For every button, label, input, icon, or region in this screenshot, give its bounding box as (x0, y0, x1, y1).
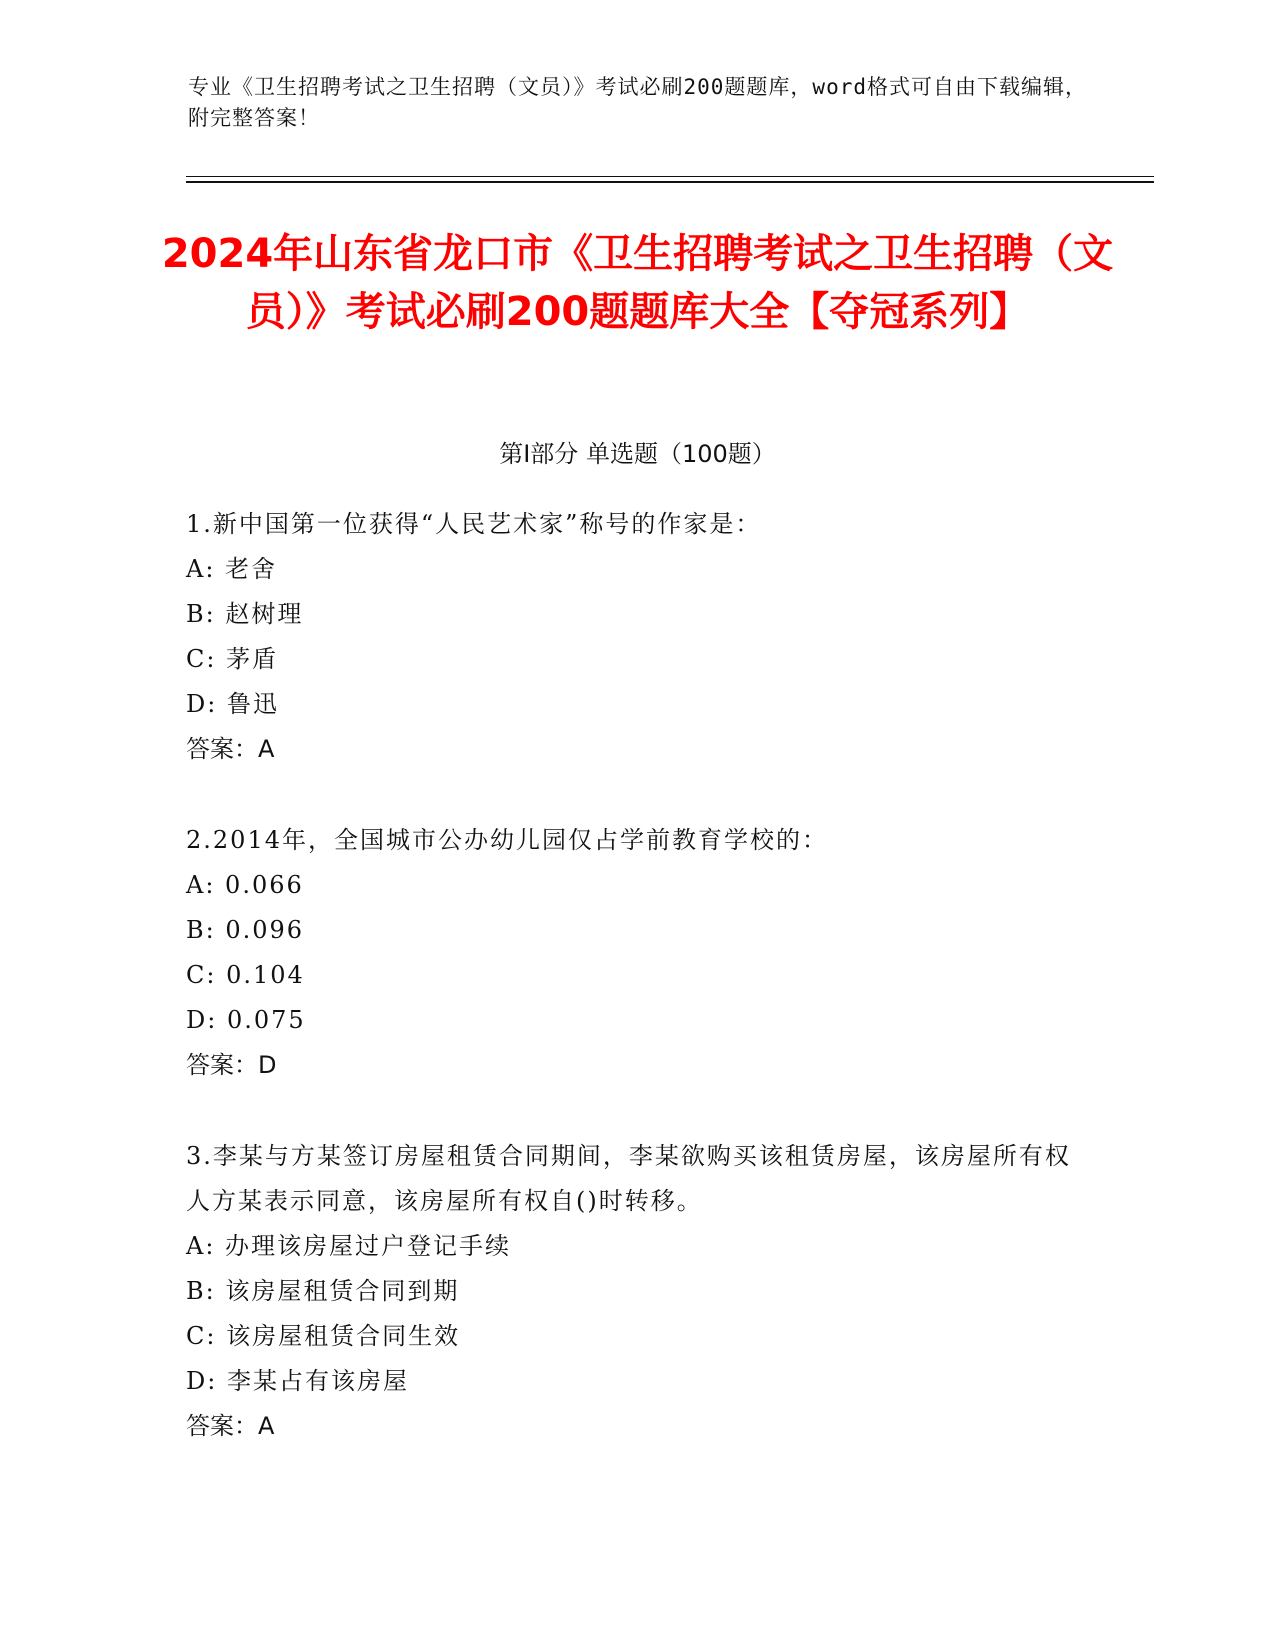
option-a: A: 0.066 (186, 871, 304, 899)
header-rule-thick (186, 181, 1154, 183)
option-a: A: 办理该房屋过户登记手续 (186, 1232, 512, 1260)
option-d: D: 0.075 (186, 1006, 306, 1034)
option-c: C: 茅盾 (186, 645, 279, 673)
section-heading: 第I部分 单选题（100题） (499, 440, 776, 468)
question-block-1 (186, 502, 1086, 772)
answer-line: 答案：D (186, 1051, 277, 1079)
question-text: 1.新中国第一位获得“人民艺术家”称号的作家是： (186, 510, 762, 538)
option-b: B: 0.096 (186, 916, 305, 944)
option-c: C: 该房屋租赁合同生效 (186, 1322, 461, 1350)
answer-line: 答案：A (186, 735, 275, 763)
option-b: B: 该房屋租赁合同到期 (186, 1277, 460, 1305)
question-text: 2.2014年，全国城市公办幼儿园仅占学前教育学校的： (186, 826, 828, 854)
question-block-2 (186, 818, 1086, 1088)
answer-line: 答案：A (186, 1412, 275, 1440)
option-d: D: 鲁迅 (186, 690, 279, 718)
option-a: A: 老舍 (186, 555, 278, 583)
question-block-3 (186, 1134, 1086, 1449)
option-c: C: 0.104 (186, 961, 305, 989)
question-text: 3.李某与方某签订房屋租赁合同期间，李某欲购买该租赁房屋，该房屋所有权人方某表示同意，该房屋所有权自()时转移。 (186, 1142, 1071, 1215)
document-title: 2024年山东省龙口市《卫生招聘考试之卫生招聘（文员）》考试必刷200题题库大全【夺冠系列】 (161, 231, 1114, 335)
header-rule-thin (186, 176, 1154, 177)
intro-text: 专业《卫生招聘考试之卫生招聘（文员）》考试必刷200题题库，word格式可自由下载编辑，附完整答案！ (188, 75, 1087, 130)
option-d: D: 李某占有该房屋 (186, 1367, 409, 1395)
option-b: B: 赵树理 (186, 600, 304, 628)
